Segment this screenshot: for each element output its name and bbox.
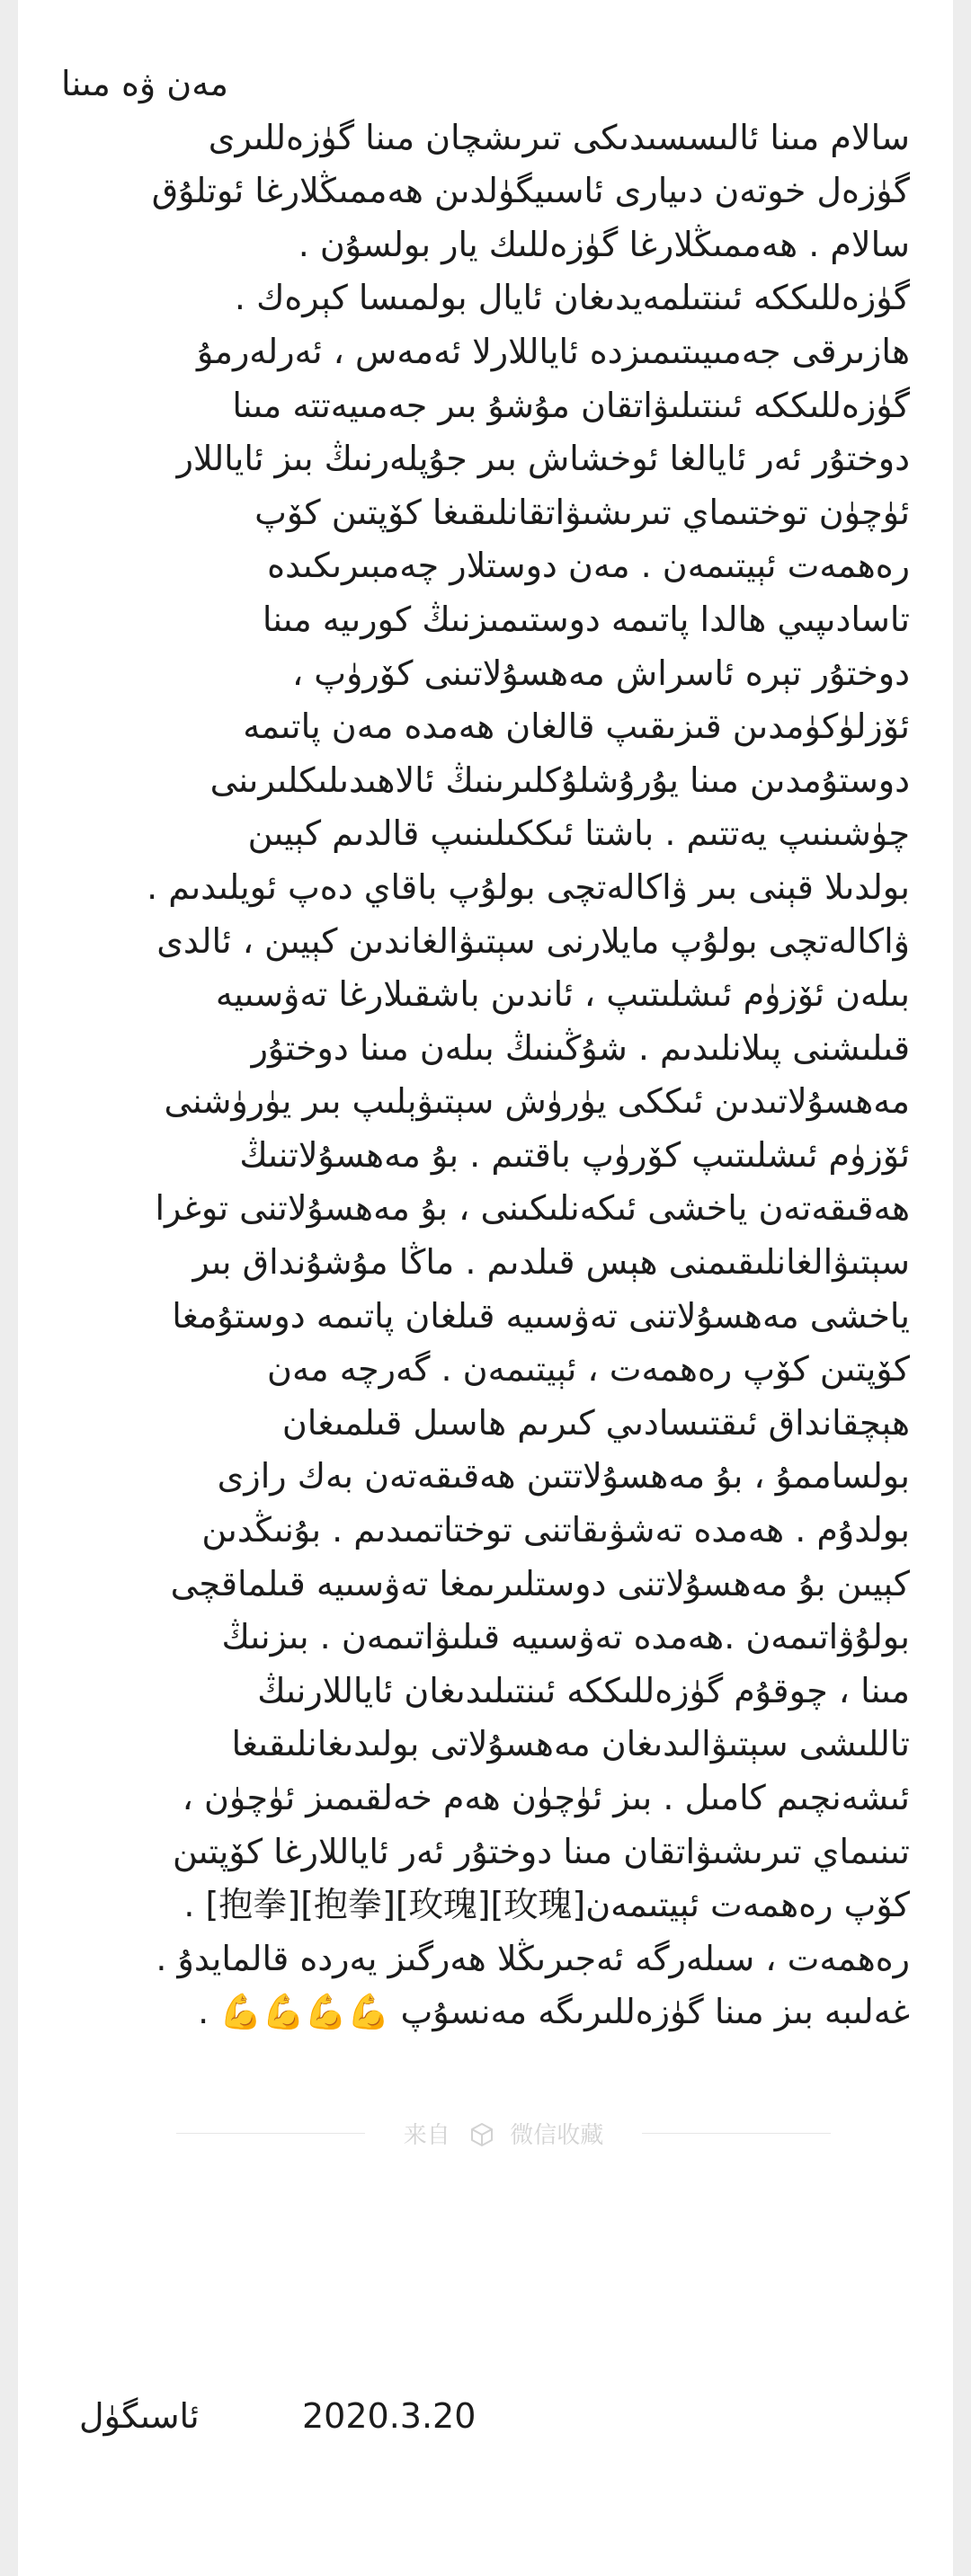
- letter-line: دوستۇمدىن مىنا يۇرۇشلۇكلىرىنىڭ ئالاھىدىلىكلىرىنى: [209, 759, 910, 800]
- date-stamp: 2020.3.20: [302, 2396, 477, 2436]
- letter-line: گۈزەللىككە ئىنتىلمەيدىغان ئايال بولمىسا كېرەك .: [234, 278, 910, 318]
- letter-line: رەھمەت ، سىلەرگە ئەجىرىڭلا ھەرگىز يەردە قالمايدۇ .: [156, 1938, 910, 1978]
- letter-line: دوختۇر تېرە ئاسراش مەھسۇلاتىنى كۆرۈپ ،: [291, 653, 910, 693]
- letter-line: ئۆزۈم ئىشلىتىپ كۆرۈپ باقتىم . بۇ مەھسۇلاتنىڭ: [239, 1134, 910, 1175]
- footer-divider-left: [176, 2133, 365, 2134]
- letter-line: ئۈچۈن توختىماي تىرىشىۋاتقانلىقىغا كۆپتىن كۆپ: [254, 492, 910, 532]
- letter-line: گۈزەل خوتەن دىيارى ئاسىيگۈلدىن ھەممىڭلارغا ئوتلۇق: [151, 171, 910, 211]
- letter-line: مىنا ، چوقۇم گۈزەللىككە ئىنتىلىدىغان ئاياللارنىڭ: [257, 1670, 910, 1710]
- letter-line: گۈزەللىككە ئىنتىلىۋاتقان مۇشۇ بىر جەمىيەتتە مىنا: [232, 385, 910, 425]
- footer-divider-right: [642, 2133, 831, 2134]
- signoff: [79, 2391, 910, 2441]
- letter-line: ئۆزلۈكۈمدىن قىزىقىپ قالغان ھەمدە مەن پاتىمە: [243, 706, 910, 747]
- letter-line: بىلەن ئۆزۈم ئىشلىتىپ ، ئاندىن باشقىلارغا تەۋسىيە: [215, 974, 910, 1015]
- favorites-cube-icon: [468, 2121, 495, 2148]
- letter-body: [18, 58, 953, 2039]
- letter-line: مەن ۋە مىنا: [61, 64, 228, 103]
- source-attribution: [365, 2118, 642, 2154]
- author-name: ئاسىگۈل: [79, 2396, 200, 2436]
- note-page: [18, 0, 953, 2576]
- letter-line: مەھسۇلاتىدىن ئىككى يۈرۈش سېتىۋېلىپ بىر يۈرۈشنى: [164, 1081, 910, 1122]
- letter-line: ئىشەنچىم كامىل . بىز ئۈچۈن ھەم خەلقىمىز ئۈچۈن ،: [182, 1778, 910, 1817]
- letter-line: بولدۇم . ھەمدە تەشۋىقاتنى توختاتمىدىم . بۇنىڭدىن: [201, 1510, 910, 1550]
- letter-line: سالام مىنا ئالىسسىدىكى تىرىشچان مىنا گۈزەللىرى: [208, 117, 910, 157]
- letter-line: ھېچقانداق ئىقتىسادىي كىرىم ھاسىل قىلمىغان: [281, 1402, 910, 1443]
- letter-line: ھەقىقەتەن ياخشى ئىكەنلىكىنى ، بۇ مەھسۇلاتنى توغرا: [155, 1188, 910, 1229]
- source-label: 来自: [403, 2122, 450, 2149]
- letter-line: ۋاكالەتچى بولۇپ مايلارنى سېتىۋالغاندىن كېيىن ، ئالدى: [156, 920, 910, 961]
- letter-line: كۆپ رەھمەت ئېيتىمەن[玫瑰][玫瑰][抱拳][抱拳] .: [183, 1885, 910, 1925]
- letter-line: دوختۇر ئەر ئايالغا ئوخشاش بىر جۇپلەرنىڭ بىز ئاياللار: [176, 439, 910, 479]
- letter-line: چۈشىنىپ يەتتىم . باشتا ئىككىلىنىپ قالدىم كېيىن: [247, 813, 910, 854]
- letter-line: بولدىلا قېنى بىر ۋاكالەتچى بولۇپ باقاي دەپ ئويلىدىم .: [147, 866, 910, 907]
- letter-line: تاللىشى سېتىۋالىدىغان مەھسۇلاتى بولىدىغانلىقىغا: [231, 1724, 910, 1764]
- letter-line: تىنىماي تىرىشىۋاتقان مىنا دوختۇر ئەر ئاياللارغا كۆپتىن: [172, 1831, 910, 1871]
- letter-line: كۆپتىن كۆپ رەھمەت ، ئېيتىمەن . گەرچە مەن: [267, 1349, 910, 1390]
- letter-line: سالام . ھەممىڭلارغا گۈزەللىك يار بولسۇن .: [298, 224, 910, 264]
- letter-line: سېتىۋالغانلىقىمنى ھېس قىلدىم . ماڭا مۇشۇنداق بىر: [192, 1242, 910, 1283]
- letter-line: قىلىشنى پىلانلىدىم . شۇڭىنىڭ بىلەن مىنا دوختۇر: [251, 1027, 910, 1068]
- favorites-label: 微信收藏: [510, 2122, 604, 2149]
- letter-line: تاسادىپىي ھالدا پاتىمە دوستىمىزنىڭ كورىيە مىنا: [262, 599, 910, 639]
- letter-line: ھازىرقى جەمىيىتىمىزدە ئاياللارلا ئەمەس ، ئەرلەرمۇ: [196, 331, 910, 371]
- letter-line: كېيىن بۇ مەھسۇلاتنى دوستلىرىمغا تەۋسىيە قىلماقچى: [170, 1563, 910, 1603]
- letter-line: غەلىبە بىز مىنا گۈزەللىرىگە مەنسۇپ 💪💪💪💪 .: [198, 1992, 910, 2032]
- letter-line: رەھمەت ئېيتىمەن . مەن دوستلار چەمبىرىكىدە: [267, 546, 910, 586]
- letter-line: بولۇۋاتىمەن .ھەمدە تەۋسىيە قىلىۋاتىمەن . بىزنىڭ: [221, 1617, 910, 1657]
- letter-line: بولساممۇ ، بۇ مەھسۇلاتتىن ھەقىقەتەن بەك رازى: [217, 1456, 910, 1497]
- letter-line: ياخشى مەھسۇلاتنى تەۋسىيە قىلغان پاتىمە دوستۇمغا: [172, 1295, 910, 1336]
